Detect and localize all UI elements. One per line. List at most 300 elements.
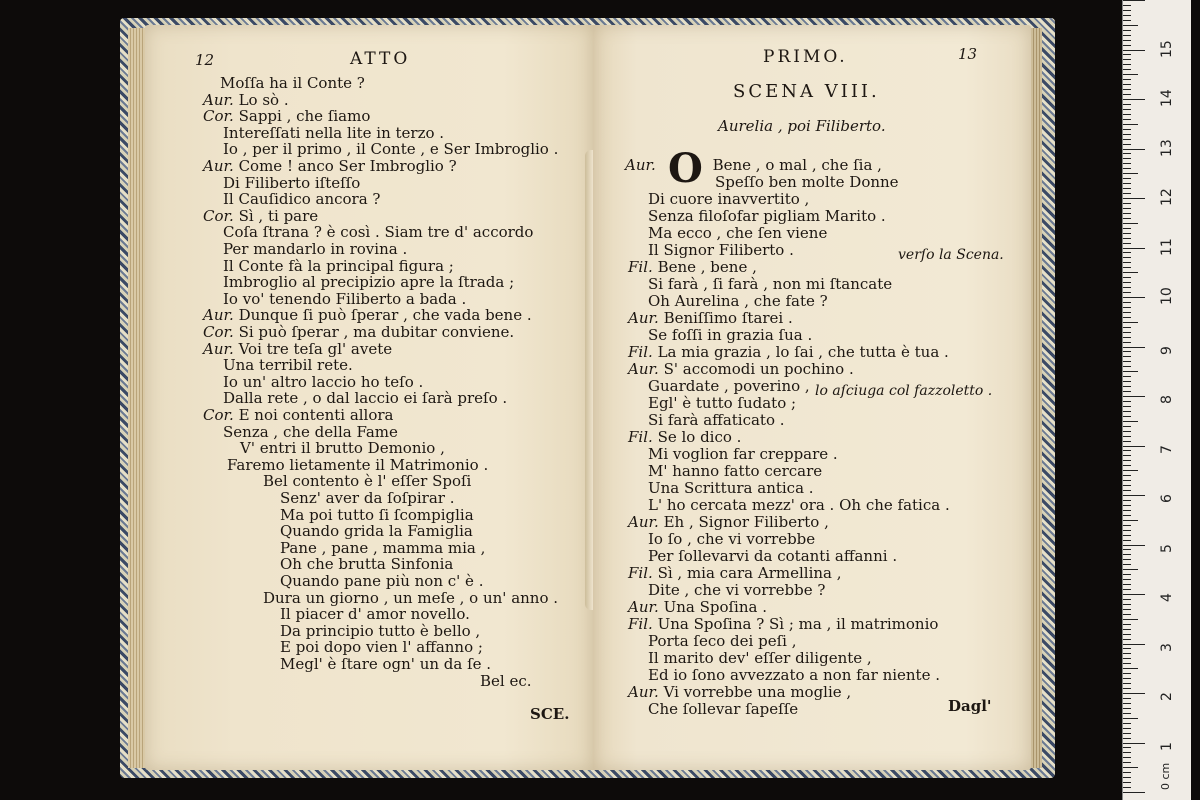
line-text: Da principio tutto è bello ,: [280, 621, 481, 640]
ruler-number: 11: [1159, 237, 1175, 256]
ruler-tick: [1123, 723, 1131, 724]
ruler-tick: [1123, 718, 1138, 719]
ruler-tick: [1123, 292, 1131, 293]
ruler-tick: [1123, 134, 1131, 135]
line-text: S' accomodi un pochino .: [663, 360, 854, 378]
line-text: Senza , che della Fame: [223, 422, 398, 441]
ruler-tick: [1123, 644, 1145, 645]
ruler-number: 13: [1159, 138, 1175, 157]
ruler-tick: [1123, 158, 1131, 159]
ruler-tick: [1123, 381, 1131, 382]
ruler-tick: [1123, 787, 1131, 788]
ruler-tick: [1123, 208, 1131, 209]
ruler-tick: [1123, 535, 1131, 536]
ruler-tick: [1123, 609, 1131, 610]
ruler-tick: [1123, 455, 1131, 456]
line-text: Dunque ſi può ſperar , che vada bene .: [238, 306, 532, 325]
ruler-tick: [1123, 673, 1131, 674]
text-line: [280, 573, 483, 590]
speaker-label: Fil.: [628, 564, 653, 582]
text-line: [227, 457, 488, 474]
text-line: [628, 310, 793, 327]
ruler-tick: [1123, 416, 1131, 417]
line-text: Una Scrittura antica .: [648, 479, 814, 497]
ruler-tick: [1123, 332, 1131, 333]
ruler-tick: [1123, 20, 1131, 21]
text-line: [628, 361, 854, 378]
text-line: [203, 208, 318, 225]
line-text: E noi contenti allora: [238, 406, 394, 424]
ruler-tick: [1123, 54, 1131, 55]
speaker-label: Aur.: [628, 513, 659, 531]
line-text: Sappi , che ſiamo: [238, 107, 371, 126]
text-line: [223, 374, 423, 391]
line-text: Porta ſeco dei peſi ,: [648, 632, 797, 650]
ruler-tick: [1123, 738, 1131, 739]
ruler-tick: [1123, 243, 1131, 244]
text-line: [648, 242, 794, 259]
text-line: [648, 497, 950, 514]
speaker-label: Cor.: [203, 206, 234, 225]
text-line: [648, 531, 815, 548]
text-line: [648, 548, 897, 565]
ruler-tick: [1123, 262, 1131, 263]
ruler-tick: [1123, 668, 1138, 669]
catchword: Dagl': [948, 697, 992, 715]
ruler-tick: [1123, 173, 1138, 174]
line-text: Beniſſimo ſtarei .: [663, 309, 793, 327]
ruler-tick: [1123, 312, 1131, 313]
ruler-tick: [1123, 490, 1131, 491]
line-text: Eh , Signor Filiberto ,: [663, 513, 829, 531]
speaker-label: Fil.: [628, 615, 653, 633]
speaker-label: Aur.: [628, 360, 659, 378]
ruler-tick: [1123, 351, 1131, 352]
line-text: Quando grida la Famiglia: [280, 522, 473, 541]
ruler-tick: [1123, 604, 1131, 605]
ruler-tick: [1123, 84, 1131, 85]
line-text: Una Spoſina .: [663, 598, 767, 616]
scene-characters: Aurelia , poi Filiberto.: [718, 117, 886, 135]
text-line: [648, 463, 822, 480]
ruler-tick: [1123, 500, 1131, 501]
speaker-label: Aur.: [203, 90, 234, 109]
catchword: SCE.: [530, 705, 570, 723]
ruler-tick: [1123, 460, 1131, 461]
ruler-tick: [1123, 584, 1131, 585]
ruler-tick: [1123, 342, 1131, 343]
line-text: Ed io ſono avvezzato a non far niente .: [648, 666, 941, 684]
text-line: [223, 357, 353, 374]
line-text: L' ho cercata mezz' ora . Oh che fatica .: [648, 496, 950, 514]
line-text: Dite , che vi vorrebbe ?: [648, 581, 826, 599]
text-line: [280, 639, 483, 656]
text-line: [203, 307, 532, 324]
text-line: [280, 490, 455, 507]
ruler-tick: [1123, 475, 1131, 476]
line-text: Una Spoſina ? Sì ; ma , il matrimonio: [657, 615, 939, 633]
line-text: Mi voglion far creppare .: [648, 445, 838, 463]
ruler-tick: [1123, 327, 1131, 328]
ruler-tick: [1123, 198, 1145, 199]
ruler-tick: [1123, 658, 1131, 659]
ruler-tick: [1123, 574, 1131, 575]
ruler-tick: [1123, 505, 1131, 506]
running-header: PRIMO.: [763, 47, 848, 67]
ruler-tick: [1123, 228, 1131, 229]
ruler-tick: [1123, 248, 1145, 249]
right-page: [593, 25, 1031, 770]
ruler-number: 15: [1159, 39, 1175, 58]
ruler-tick: [1123, 25, 1138, 26]
ruler-tick: [1123, 772, 1131, 773]
text-line: [628, 684, 851, 701]
ruler-tick: [1123, 619, 1138, 620]
line-text: Dalla rete , o dal laccio ei ſarà preſo .: [223, 389, 508, 408]
ruler-tick: [1123, 282, 1131, 283]
ruler-tick: [1123, 223, 1138, 224]
text-line: [203, 407, 394, 424]
speaker-label: Aur.: [203, 306, 234, 325]
ruler-tick: [1123, 129, 1131, 130]
ruler-number: 14: [1159, 89, 1175, 107]
ruler-tick: [1123, 569, 1138, 570]
ruler-tick: [1123, 545, 1145, 546]
ruler-tick: [1123, 431, 1131, 432]
ruler-tick: [1123, 347, 1145, 348]
ruler-tick: [1123, 733, 1131, 734]
text-line: [223, 224, 533, 241]
line-text: Il Signor Filiberto .: [648, 241, 794, 259]
text-line: [203, 108, 370, 125]
ruler-tick: [1123, 252, 1131, 253]
speaker-label: Aur.: [628, 683, 659, 701]
ruler-tick: [1123, 589, 1131, 590]
ruler-tick: [1123, 40, 1131, 41]
line-text: Moſſa ha il Conte ?: [220, 74, 365, 92]
ruler-tick: [1123, 436, 1131, 437]
ruler-tick: [1123, 495, 1145, 496]
ruler-tick: [1123, 238, 1131, 239]
text-line: [263, 473, 471, 490]
ruler-number: 7: [1159, 444, 1175, 454]
text-line: [625, 157, 882, 174]
text-line: [280, 606, 470, 623]
ruler-tick: [1123, 144, 1131, 145]
text-line: [223, 141, 558, 158]
ruler-tick: [1123, 153, 1131, 154]
ruler-number: 3: [1159, 642, 1175, 652]
ruler-number: 4: [1159, 593, 1175, 602]
line-text: Se foſſi in grazia ſua .: [648, 326, 813, 344]
ruler-tick: [1123, 549, 1131, 550]
text-line: [203, 341, 392, 358]
ruler-tick: [1123, 79, 1131, 80]
text-line: [280, 507, 474, 524]
line-text: Sì , ti pare: [238, 206, 319, 225]
text-line: [223, 390, 507, 407]
ruler-tick: [1123, 297, 1145, 298]
ruler-tick: [1123, 465, 1131, 466]
line-text: Faremo lietamente il Matrimonio .: [227, 455, 489, 474]
line-text: Come ! anco Ser Imbroglio ?: [238, 157, 457, 175]
ruler-number: 12: [1159, 188, 1175, 206]
ruler-tick: [1123, 356, 1131, 357]
ruler-tick: [1123, 64, 1131, 65]
ruler-tick: [1123, 396, 1145, 397]
line-text: V' entri il brutto Demonio ,: [240, 439, 445, 458]
line-text: Megl' è ſtare ogn' un da ſe .: [280, 655, 492, 673]
ruler-tick: [1123, 10, 1131, 11]
ruler-tick: [1123, 648, 1131, 649]
line-text: Guardate , poverino ,: [648, 377, 810, 395]
ruler-tick: [1123, 564, 1131, 565]
line-text: Bene , o mal , che ſia ,: [712, 156, 882, 174]
ruler-tick: [1123, 257, 1131, 258]
line-text: Io , per il primo , il Conte , e Ser Imbroglio .: [223, 140, 559, 159]
line-text: Senz' aver da ſoſpirar .: [280, 489, 455, 507]
ruler-number: 5: [1159, 543, 1175, 553]
page-number: 12: [195, 51, 215, 69]
ruler-tick: [1123, 267, 1131, 268]
ruler-tick: [1123, 743, 1145, 744]
text-line: [648, 208, 886, 225]
ruler-tick: [1123, 525, 1131, 526]
line-text: Ma poi tutto ſi ſcompiglia: [280, 505, 474, 524]
ruler-tick: [1123, 777, 1131, 778]
ruler-tick: [1123, 5, 1131, 6]
text-line: [628, 344, 949, 361]
text-line: [280, 523, 473, 540]
text-line: [628, 259, 757, 276]
drop-cap: O: [668, 145, 703, 192]
line-text: Il piacer d' amor novello.: [280, 605, 470, 624]
ruler-number: 1: [1159, 741, 1175, 751]
ruler-number: 9: [1159, 345, 1175, 355]
line-text: Il marito dev' eſſer diligente ,: [648, 649, 872, 667]
text-line: [628, 616, 938, 633]
text-line: [223, 258, 454, 275]
ruler-tick: [1123, 386, 1131, 387]
text-line: [223, 291, 466, 308]
ruler-tick: [1123, 371, 1138, 372]
text-line: [648, 582, 825, 599]
line-text: Di Filiberto iſteſſo: [223, 173, 361, 192]
line-text: Si può ſperar , ma dubitar conviene.: [238, 323, 515, 341]
text-line: [280, 656, 491, 673]
ruler-tick: [1123, 757, 1131, 758]
text-line: [648, 395, 796, 412]
speaker-label: Fil.: [628, 258, 653, 276]
ruler-tick: [1123, 752, 1131, 753]
ruler-tick: [1123, 480, 1131, 481]
line-text: Dura un giorno , un meſe , o un' anno .: [263, 588, 559, 607]
ruler-tick: [1123, 30, 1131, 31]
left-page: [145, 25, 593, 770]
text-line: [648, 276, 892, 293]
line-text: Senza filoſofar pigliam Marito .: [648, 207, 886, 225]
line-text: Per ſollevarvi da cotanti affanni .: [648, 547, 898, 565]
text-line: [263, 590, 558, 607]
ruler-tick: [1123, 376, 1131, 377]
line-text: Voi tre teſa gl' avete: [238, 339, 393, 358]
ruler-tick: [1123, 94, 1131, 95]
ruler-tick: [1123, 188, 1131, 189]
ruler-tick: [1123, 124, 1138, 125]
ruler-tick: [1123, 540, 1131, 541]
line-text: Egl' è tutto ſudato ;: [648, 394, 797, 412]
text-line: [223, 241, 407, 258]
text-line: [648, 633, 796, 650]
text-line: [648, 480, 814, 497]
line-text: Ma ecco , che ſen viene: [648, 224, 828, 242]
ruler-tick: [1123, 45, 1131, 46]
line-text: Bel ec.: [480, 671, 532, 690]
text-line: [648, 701, 798, 718]
line-text: Il Cauſidico ancora ?: [223, 190, 381, 209]
ruler-tick: [1123, 183, 1131, 184]
line-text: E poi dopo vien l' affanno ;: [280, 638, 483, 657]
ruler-tick: [1123, 307, 1131, 308]
ruler-tick: [1123, 213, 1131, 214]
ruler-tick: [1123, 89, 1131, 90]
ruler-tick: [1123, 559, 1131, 560]
text-line: [223, 274, 514, 291]
stage-direction: lo aſciuga col fazzoletto .: [815, 383, 993, 399]
ruler-tick: [1123, 782, 1131, 783]
ruler-tick: [1123, 114, 1131, 115]
line-text: Lo sò .: [238, 90, 289, 109]
ruler-tick: [1123, 683, 1131, 684]
ruler-tick: [1123, 59, 1131, 60]
line-text: Oh Aurelina , che fate ?: [648, 292, 828, 310]
ruler-tick: [1123, 688, 1131, 689]
text-line: [628, 429, 741, 446]
line-text: Sì , mia cara Armellina ,: [657, 564, 842, 582]
ruler-tick: [1123, 178, 1131, 179]
ruler-number: 2: [1159, 692, 1175, 701]
line-text: Bene , bene ,: [657, 258, 757, 276]
line-text: Io ſo , che vi vorrebbe: [648, 530, 816, 548]
line-text: Che ſollevar ſapeſſe: [648, 700, 799, 718]
line-text: Il Conte fà la principal figura ;: [223, 256, 454, 275]
ruler-tick: [1123, 361, 1131, 362]
text-line: [203, 158, 457, 175]
speaker-label: Aur.: [628, 309, 659, 327]
ruler-tick: [1123, 554, 1131, 555]
text-line: [280, 623, 480, 640]
ruler-tick: [1123, 0, 1145, 1]
ruler-tick: [1123, 792, 1145, 793]
running-header: ATTO: [350, 49, 411, 69]
measuring-ruler: [1122, 0, 1191, 800]
line-text: Io vo' tenendo Filiberto a bada .: [223, 289, 467, 308]
ruler-tick: [1123, 614, 1131, 615]
text-line: [223, 175, 360, 192]
ruler-tick: [1123, 653, 1131, 654]
ruler-tick: [1123, 168, 1131, 169]
text-line: [648, 293, 828, 310]
line-text: Pane , pane , mamma mia ,: [280, 538, 486, 557]
ruler-tick: [1123, 406, 1131, 407]
text-line: [648, 327, 812, 344]
text-line: [223, 424, 398, 441]
page-number: 13: [958, 45, 978, 63]
ruler-tick: [1123, 693, 1145, 694]
ruler-tick: [1123, 272, 1138, 273]
line-text: Vi vorrebbe una moglie ,: [663, 683, 852, 701]
ruler-tick: [1123, 104, 1131, 105]
speaker-label: Fil.: [628, 428, 653, 446]
speaker-label: Aur.: [203, 339, 234, 358]
ruler-tick: [1123, 530, 1131, 531]
line-text: Si farà , ſi farà , non mi ſtancate: [648, 275, 893, 293]
text-line: [628, 514, 829, 531]
line-text: Oh che brutta Sinfonia: [280, 555, 454, 574]
text-line: [628, 599, 767, 616]
speaker-label: Fil.: [628, 343, 653, 361]
ruler-tick: [1123, 35, 1131, 36]
text-line: [223, 191, 380, 208]
ruler-tick: [1123, 579, 1131, 580]
ruler-tick: [1123, 520, 1138, 521]
ruler-tick: [1123, 193, 1131, 194]
ruler-tick: [1123, 426, 1131, 427]
line-text: Intereſſati nella lite in terzo .: [223, 123, 445, 142]
text-line: [648, 225, 827, 242]
ruler-tick: [1123, 337, 1131, 338]
ruler-tick: [1123, 163, 1131, 164]
line-text: Speſſo ben molte Donne: [715, 173, 899, 191]
line-text: Coſa ſtrana ? è così . Siam tre d' accordo: [223, 223, 534, 242]
ruler-tick: [1123, 624, 1131, 625]
line-text: Di cuore inavvertito ,: [648, 190, 810, 208]
ruler-tick: [1123, 421, 1138, 422]
line-text: Se lo dico .: [657, 428, 742, 446]
ruler-tick: [1123, 411, 1131, 412]
text-line: [628, 565, 842, 582]
ruler-tick: [1123, 401, 1131, 402]
text-line: [203, 324, 514, 341]
line-text: Una terribil rete.: [223, 356, 353, 375]
ruler-tick: [1123, 510, 1131, 511]
line-text: Quando pane più non c' è .: [280, 572, 484, 590]
line-text: Imbroglio al precipizio apre la ſtrada ;: [223, 273, 515, 292]
ruler-tick: [1123, 317, 1131, 318]
ruler-tick: [1123, 639, 1131, 640]
ruler-number: 10: [1159, 287, 1175, 305]
speaker-label: Aur.: [203, 157, 234, 175]
text-line: [648, 650, 872, 667]
ruler-number: 8: [1159, 395, 1175, 404]
text-line: [280, 556, 453, 573]
ruler-tick: [1123, 698, 1131, 699]
stage-direction: verſo la Scena.: [898, 247, 1004, 263]
ruler-tick: [1123, 218, 1131, 219]
speaker-label: Cor.: [203, 107, 234, 126]
text-line: [280, 540, 485, 557]
text-line: [648, 667, 940, 684]
ruler-tick: [1123, 663, 1131, 664]
ruler-unit: 0 cm: [1159, 762, 1172, 790]
ruler-tick: [1123, 629, 1131, 630]
ruler-tick: [1123, 322, 1138, 323]
line-text: M' hanno fatto cercare: [648, 462, 823, 480]
ruler-tick: [1123, 119, 1131, 120]
ruler-tick: [1123, 50, 1145, 51]
ruler-number: 6: [1159, 494, 1175, 503]
ruler-tick: [1123, 728, 1131, 729]
